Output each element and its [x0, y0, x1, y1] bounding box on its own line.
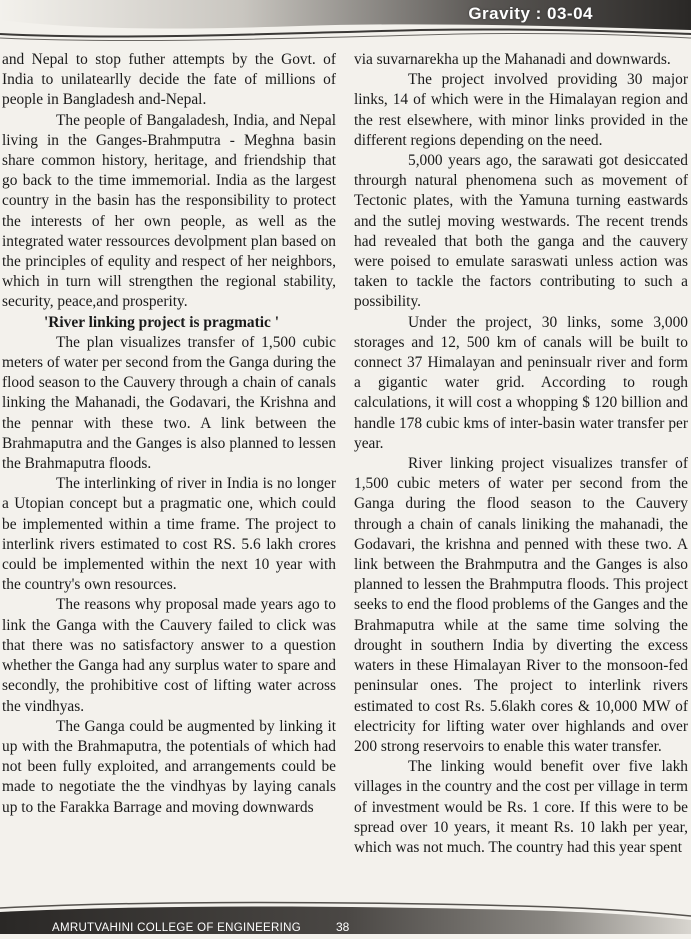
paragraph: The linking would benefit over five lakh villages in the country and the cost per village in term of investment would be Rs. 1 core. If this were to be spread over 10 years, it meant Rs. 10 lakh per year, which was not much. The country had this year spent: [354, 758, 688, 856]
page-number: 38: [336, 920, 350, 934]
footer-college-name: AMRUTVAHINI COLLEGE OF ENGINEERING: [52, 922, 301, 934]
section-heading: 'River linking project is pragmatic ': [44, 313, 279, 331]
paragraph: 5,000 years ago, the sarawati got desiccated throurgh natural phenomena such as movement of Tectonic plates, with the Yamuna turning eastwards and the sutlej moving westwards. The recent trends had revealed that both the ganga and the cauvery were poised to emulate saraswati unless action was taken to tackle the factors contributing to such a possibility.: [354, 152, 688, 311]
paragraph: The project involved providing 30 major links, 14 of which were in the Himalayan region and the rest elsewhere, with minor links provided in the different regions depending on the need.: [354, 71, 688, 149]
header-title: Gravity : 03-04: [468, 4, 593, 23]
paragraph: The Ganga could be augmented by linking it up with the Brahmaputra, the potentials of which had not been fully exploited, and arrangements could be made to negotiate the the vindhyas by laying canals up to the Farakka Barrage and moving downwards: [2, 717, 336, 816]
paragraph: River linking project visualizes transfer of 1,500 cubic meters of water per second from the Ganga during the flood season to the Cauvery through a chain of canals liniking the mahanadi, the Godavari, the krishna and penned with these two. A link between the Brahmputra and the Ganges is also planned to lessen the Brahmputra floods. This project seeks to end the flood problems of the Ganges and the Brahmaputra while at the same time solving the drought in southern India by diverting the excess waters in these Himalayan River to the monsoon-fed peninsular ones. The project to interlink rivers estimated to cost Rs. 5.6lakh cores & 10,000 MW of electricity for lifting water over highlands and over 200 strong reservoirs to enable this water transfer.: [354, 455, 688, 755]
paragraph: Under the project, 30 links, some 3,000 storages and 12, 500 km of canals will be built to connect 37 Himalayan and peninsualr river and form a gigantic water grid. According to rough calculations, it will cost a whopping $ 120 billion and handle 178 cubic kms of inter-basin water transfer per year.: [354, 313, 688, 452]
paragraph: The plan visualizes transfer of 1,500 cubic meters of water per second from the Ganga during the flood season to the Cauvery through a chain of canals linking the Mahanadi, the Godavari, the Krishna and the pennar with these two. A link between the Brahmaputra and the Ganges is also planned to lessen the Brahmaputra floods.: [2, 333, 336, 473]
paragraph: The people of Bangaladesh, India, and Nepal living in the Ganges-Brahmputra - Meghna basin share common history, heritage, and friendship that go back to the time immemorial. India as the largest country in the basin has the responsibility to protect the interests of her own people, as well as the integrated water ressources devolpment plan based on the principles of equlity and respect of her neighbors, which in turn will strengthen the regional stability, security, peace,and prosperity.: [2, 111, 336, 311]
paragraph: and Nepal to stop futher attempts by the Govt. of India to unilatearlly decide the fate of millions of people in Bangladesh and-Nepal.: [2, 51, 336, 109]
right-column: [354, 50, 688, 858]
paragraph: The interlinking of river in India is no longer a Utopian concept but a pragmatic one, which could be implemented within a time frame. The project to interlink rivers estimated to cost RS. 5.6 lakh crores could be implemented within the next 10 year with the country's own resources.: [2, 475, 336, 594]
left-column: [2, 50, 336, 818]
paragraph: The reasons why proposal made years ago to link the Ganga with the Cauvery failed to click was that there was no satisfactory answer to a question whether the Ganga had any surplus water to spare and secondly, the prohibitive cost of lifting water across the vindhyas.: [2, 596, 336, 715]
paragraph: via suvarnarekha up the Mahanadi and downwards.: [354, 51, 671, 68]
